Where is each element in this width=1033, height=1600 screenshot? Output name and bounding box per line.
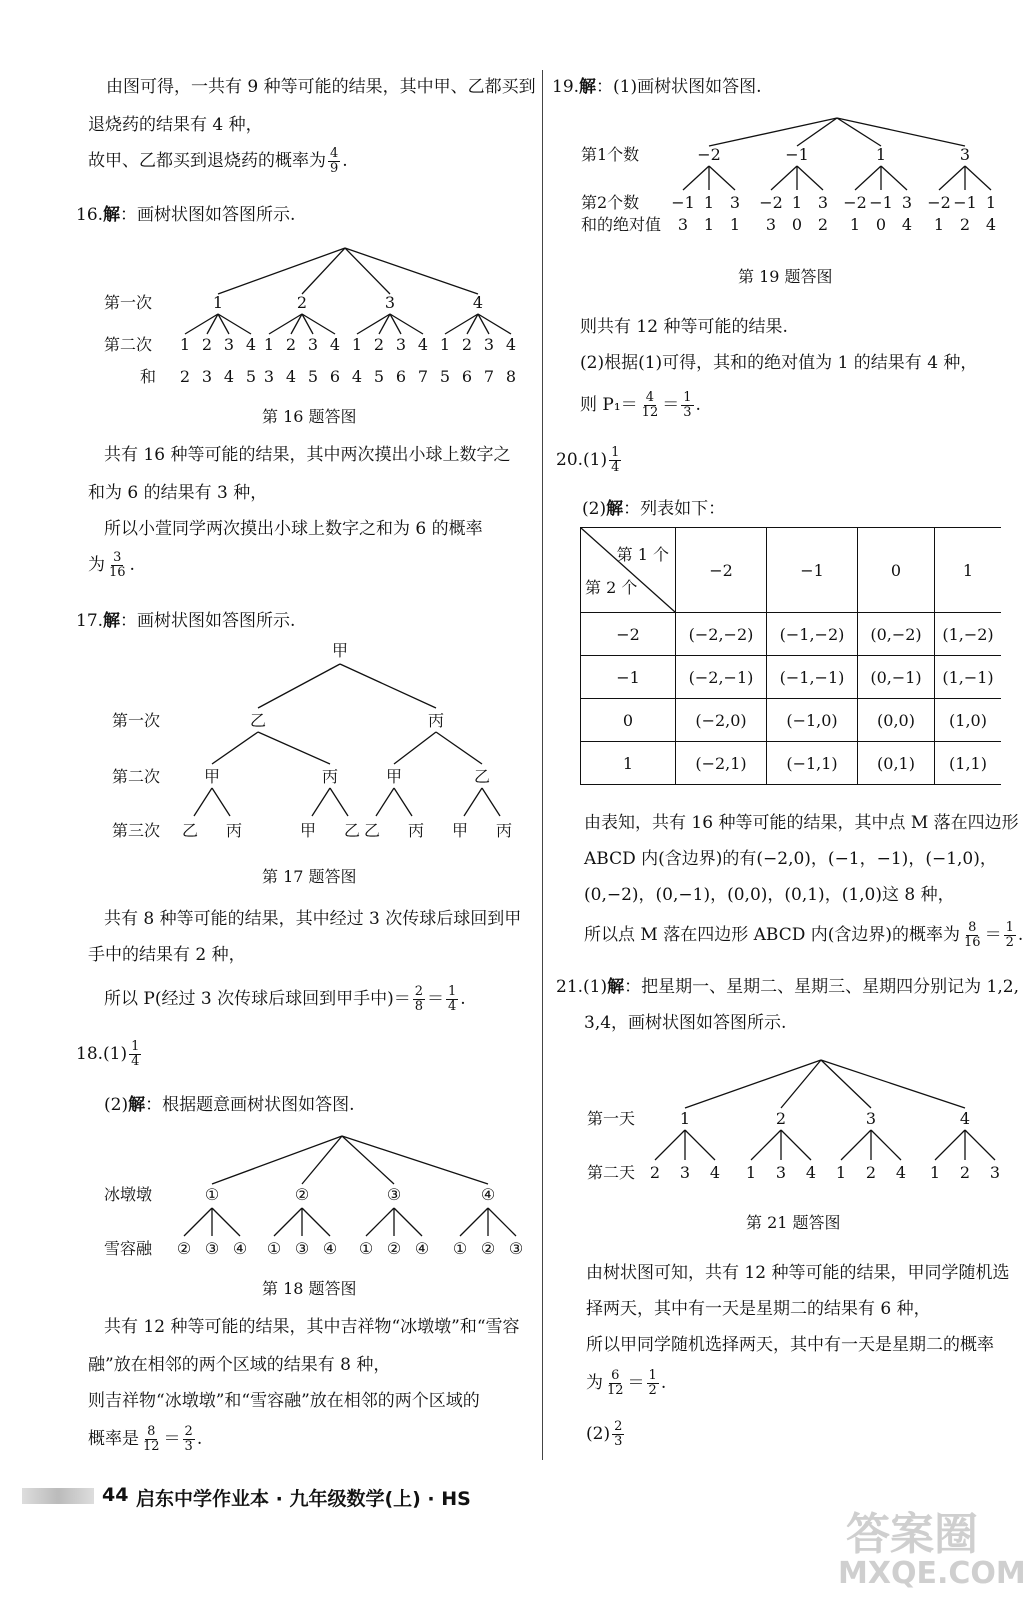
tree-node-second: ③ bbox=[204, 1239, 220, 1258]
tree-branch bbox=[212, 1208, 240, 1236]
tree-abs-value: 1 bbox=[849, 215, 861, 234]
tree-sum: 4 bbox=[223, 367, 235, 386]
tree-root: 甲 bbox=[331, 641, 349, 660]
tree-abs-value: 3 bbox=[677, 215, 689, 234]
tree-node-second: 1 bbox=[791, 193, 803, 212]
q21-line-4: 为 $\frac{6}{12}$ ＝ $\frac{1}{2}$ . bbox=[586, 1368, 667, 1398]
tree-branch bbox=[312, 788, 330, 816]
tree-sum: 4 bbox=[285, 367, 297, 386]
table-col-header: −2 bbox=[676, 528, 767, 613]
q20-line-1: 由表知，共有 16 种等可能的结果，其中点 M 落在四边形 bbox=[584, 813, 1019, 833]
tree-node-second: 1 bbox=[351, 335, 363, 354]
tree-node-third: 乙 bbox=[363, 821, 381, 840]
tree-abs-value: 0 bbox=[875, 215, 887, 234]
q21-line-3: 所以甲同学随机选择两天，其中有一天是星期二的概率 bbox=[586, 1335, 994, 1355]
tree-node-first: 2 bbox=[775, 1109, 787, 1128]
tree-branch bbox=[218, 248, 345, 294]
tree-node-third: 乙 bbox=[343, 821, 361, 840]
tree-node-second: 3 bbox=[775, 1163, 787, 1182]
table-cell: (1,−2) bbox=[935, 613, 1002, 656]
q21-line-1: 由树状图可知，共有 12 种等可能的结果，甲同学随机选 bbox=[586, 1263, 1010, 1283]
q16-line-1: 共有 16 种等可能的结果，其中两次摸出小球上数字之 bbox=[104, 445, 511, 465]
tree-node-second: 3 bbox=[223, 335, 235, 354]
tree-node-second: 1 bbox=[263, 335, 275, 354]
tree-branch bbox=[436, 732, 482, 764]
tree-branch bbox=[212, 732, 258, 764]
tree-node-second: ④ bbox=[322, 1239, 338, 1258]
tree-node-second: 2 bbox=[865, 1163, 877, 1182]
watermark-logo: 答案圈 bbox=[846, 1509, 978, 1560]
corner-bottom-label: 第 2 个 bbox=[585, 578, 638, 597]
tree-sum: 2 bbox=[179, 367, 191, 386]
row-label: 第2个数 bbox=[581, 193, 640, 212]
tree-node-second: 3 bbox=[817, 193, 829, 212]
q15-line-2: 退烧药的结果有 4 种， bbox=[88, 115, 263, 135]
q16-heading: 16.解：画树状图如答图所示. bbox=[76, 205, 296, 225]
table-col-header: 1 bbox=[935, 528, 1002, 613]
table-col-header: 0 bbox=[858, 528, 935, 613]
tree-diagram-16 bbox=[0, 240, 540, 395]
fraction: $\frac{6}{12}$ bbox=[607, 1368, 624, 1398]
fraction: $\frac{1}{3}$ bbox=[683, 390, 692, 420]
q19-line-2: (2)根据(1)可得，其和的绝对值为 1 的结果有 4 种， bbox=[580, 353, 978, 373]
tree-node-second: −2 bbox=[843, 193, 867, 212]
tree-node-second: ④ bbox=[414, 1239, 430, 1258]
tree-node-second: 3 bbox=[901, 193, 913, 212]
tree-sum: 7 bbox=[483, 367, 495, 386]
caption-17: 第 17 题答图 bbox=[262, 867, 357, 886]
tree-sum: 5 bbox=[245, 367, 257, 386]
tree-branch bbox=[655, 1130, 685, 1160]
tree-sum: 5 bbox=[439, 367, 451, 386]
tree-abs-value: 4 bbox=[985, 215, 997, 234]
table-col-header: −1 bbox=[767, 528, 858, 613]
tree-sum: 3 bbox=[201, 367, 213, 386]
tree-node-second: ② bbox=[480, 1239, 496, 1258]
tree-branch bbox=[394, 788, 412, 816]
tree-node-second: 2 bbox=[959, 1163, 971, 1182]
tree-branch bbox=[342, 1136, 488, 1184]
q21-heading: 21.(1)解：把星期一、星期二、星期三、星期四分别记为 1,2, bbox=[556, 977, 1019, 997]
tree-node-second: ③ bbox=[508, 1239, 524, 1258]
column-divider bbox=[542, 70, 543, 1460]
tree-node-second: 1 bbox=[703, 193, 715, 212]
tree-node-second: 1 bbox=[179, 335, 191, 354]
tree-branch bbox=[345, 248, 390, 294]
tree-node-second: 3 bbox=[989, 1163, 1001, 1182]
q18-line-4: 概率是 $\frac{8}{12}$ ＝ $\frac{2}{3}$ . bbox=[88, 1424, 203, 1454]
q15-line-1: 由图可得，一共有 9 种等可能的结果，其中甲、乙都买到 bbox=[106, 77, 536, 97]
tree-sum: 7 bbox=[417, 367, 429, 386]
row-label: 和 bbox=[140, 367, 157, 386]
q16-line-3: 所以小萱同学两次摸出小球上数字之和为 6 的概率 bbox=[104, 519, 483, 539]
tree-node-second: ③ bbox=[294, 1239, 310, 1258]
tree-node-second: 3 bbox=[395, 335, 407, 354]
tree-node-first: 3 bbox=[865, 1109, 877, 1128]
page-number: 44 bbox=[102, 1484, 129, 1506]
table-row-header: −1 bbox=[581, 656, 676, 699]
tree-branch bbox=[376, 788, 394, 816]
tree-branch bbox=[709, 166, 735, 190]
q20-line-3: (0,−2)，(0,−1)，(0,0)，(0,1)，(1,0)这 8 种， bbox=[584, 885, 955, 905]
fraction: $\frac{4}{12}$ bbox=[641, 390, 659, 420]
tree-sum: 5 bbox=[307, 367, 319, 386]
q18-line-3: 则吉祥物“冰墩墩”和“雪容融”放在相邻的两个区域的 bbox=[88, 1391, 480, 1411]
tree-abs-value: 3 bbox=[765, 215, 777, 234]
tree-node-second: ① bbox=[452, 1239, 468, 1258]
fraction: $\frac{1}{4}$ bbox=[611, 445, 620, 475]
q19-heading: 19.解：(1)画树状图如答图. bbox=[552, 77, 762, 97]
tree-abs-value: 2 bbox=[959, 215, 971, 234]
tree-node-third: 甲 bbox=[299, 821, 317, 840]
tree-node-second: 1 bbox=[985, 193, 997, 212]
q20-part-2: (2)解：列表如下： bbox=[582, 499, 726, 519]
tree-branch bbox=[330, 788, 348, 816]
tree-node-second: 2 bbox=[201, 335, 213, 354]
tree-branch bbox=[965, 166, 991, 190]
tree-node-second: 2 bbox=[649, 1163, 661, 1182]
tree-node-second: ① bbox=[358, 1239, 374, 1258]
q21-heading-cont: 3,4，画树状图如答图所示. bbox=[584, 1013, 787, 1033]
tree-abs-value: 0 bbox=[791, 215, 803, 234]
tree-node-first: 2 bbox=[296, 293, 308, 312]
tree-branch bbox=[258, 664, 340, 708]
row-label: 第三次 bbox=[112, 821, 161, 840]
tree-branch bbox=[302, 248, 345, 294]
tree-branch bbox=[482, 788, 500, 816]
tree-node-second: 4 bbox=[329, 335, 341, 354]
q20-heading: 20.(1) $\frac{1}{4}$ bbox=[556, 445, 620, 475]
tree-branch bbox=[841, 1130, 871, 1160]
tree-node-second: 4 bbox=[895, 1163, 907, 1182]
fraction: $\frac{3}{16}$ bbox=[109, 550, 126, 580]
tree-branch bbox=[855, 166, 881, 190]
tree-node-first: 4 bbox=[959, 1109, 971, 1128]
tree-branch bbox=[771, 166, 797, 190]
q17-line-1: 共有 8 种等可能的结果，其中经过 3 次传球后球回到甲 bbox=[104, 909, 522, 929]
tree-node-first: 1 bbox=[875, 145, 887, 164]
tree-sum: 8 bbox=[505, 367, 517, 386]
row-label: 第一次 bbox=[112, 711, 161, 730]
table-cell: (0,−1) bbox=[858, 656, 935, 699]
tree-branch bbox=[212, 788, 230, 816]
tree-node-second: −1 bbox=[869, 193, 893, 212]
tree-branch bbox=[340, 664, 436, 708]
tree-branch bbox=[184, 1208, 212, 1236]
fraction: $\frac{2}{3}$ bbox=[614, 1419, 623, 1449]
row-label: 第一天 bbox=[587, 1109, 636, 1128]
tree-node-second: 4 bbox=[709, 1163, 721, 1182]
tree-abs-value: 2 bbox=[817, 215, 829, 234]
q17-line-3: 所以 P(经过 3 次传球后球回到甲手中)＝ $\frac{2}{8}$ ＝ $\frac{1}{4}$ . bbox=[104, 984, 466, 1014]
q19-line-3: 则 P₁＝ $\frac{4}{12}$ ＝ $\frac{1}{3}$ . bbox=[580, 390, 701, 420]
row-label: 第二天 bbox=[587, 1163, 636, 1182]
tree-branch bbox=[460, 1208, 488, 1236]
q15-conclusion: 故甲、乙都买到退烧药的概率为 $\frac{4}{9}$ . bbox=[88, 146, 348, 176]
q20-line-2: ABCD 内(含边界)的有(−2,0)，(−1，−1)，(−1,0)， bbox=[584, 849, 997, 869]
tree-branch bbox=[837, 118, 965, 146]
tree-sum: 6 bbox=[395, 367, 407, 386]
tree-node-second: ② bbox=[176, 1239, 192, 1258]
tree-node-first: −1 bbox=[785, 145, 809, 164]
tree-branch bbox=[464, 788, 482, 816]
row-label: 雪容融 bbox=[104, 1239, 153, 1258]
footer-decor-bar bbox=[22, 1488, 94, 1504]
tree-node-third: 丙 bbox=[407, 821, 425, 840]
tree-node-first: 1 bbox=[679, 1109, 691, 1128]
tree-node-second: 甲 bbox=[203, 767, 221, 786]
table-row-header: 0 bbox=[581, 699, 676, 742]
tree-branch bbox=[345, 248, 478, 294]
table-cell: (0,0) bbox=[858, 699, 935, 742]
tree-node-second: 乙 bbox=[473, 767, 491, 786]
caption-16: 第 16 题答图 bbox=[262, 407, 357, 426]
tree-sum: 5 bbox=[373, 367, 385, 386]
tree-node-second: 3 bbox=[307, 335, 319, 354]
table-row bbox=[581, 613, 1002, 656]
tree-diagram-17 bbox=[0, 640, 540, 845]
table-row bbox=[581, 656, 1002, 699]
tree-node-second: 1 bbox=[439, 335, 451, 354]
table-row-header: 1 bbox=[581, 742, 676, 785]
caption-19: 第 19 题答图 bbox=[738, 267, 833, 286]
probability-table-20 bbox=[580, 527, 1001, 785]
tree-node-second: 丙 bbox=[321, 767, 339, 786]
tree-node-second: 2 bbox=[461, 335, 473, 354]
tree-branch bbox=[939, 166, 965, 190]
tree-node-second: −1 bbox=[953, 193, 977, 212]
tree-node-second: 甲 bbox=[385, 767, 403, 786]
table-cell: (0,1) bbox=[858, 742, 935, 785]
tree-branch bbox=[302, 1208, 330, 1236]
tree-branch bbox=[935, 1130, 965, 1160]
table-cell: (−2,0) bbox=[676, 699, 767, 742]
fraction: $\frac{1}{4}$ bbox=[448, 984, 457, 1014]
tree-branch bbox=[871, 1130, 901, 1160]
tree-node-second: 2 bbox=[373, 335, 385, 354]
fraction: $\frac{8}{12}$ bbox=[143, 1424, 160, 1454]
tree-node-first: ① bbox=[204, 1185, 220, 1204]
tree-node-first: 3 bbox=[959, 145, 971, 164]
table-cell: (−1,−2) bbox=[767, 613, 858, 656]
tree-branch bbox=[683, 166, 709, 190]
tree-branch bbox=[488, 1208, 516, 1236]
tree-branch bbox=[821, 1060, 965, 1108]
q21-line-2: 择两天，其中有一天是星期二的结果有 6 种， bbox=[586, 1299, 931, 1319]
tree-node-second: ④ bbox=[232, 1239, 248, 1258]
table-cell: (1,−1) bbox=[935, 656, 1002, 699]
tree-node-second: 4 bbox=[245, 335, 257, 354]
fraction: $\frac{1}{4}$ bbox=[131, 1039, 140, 1069]
tree-branch bbox=[685, 1130, 715, 1160]
table-cell: (0,−2) bbox=[858, 613, 935, 656]
tree-abs-value: 1 bbox=[729, 215, 741, 234]
tree-node-second: 3 bbox=[679, 1163, 691, 1182]
tree-node-second: ② bbox=[386, 1239, 402, 1258]
fraction: $\frac{1}{2}$ bbox=[648, 1368, 657, 1398]
q18-part-2: (2)解：根据题意画树状图如答图. bbox=[104, 1095, 355, 1115]
table-cell: (−2,−2) bbox=[676, 613, 767, 656]
tree-branch bbox=[821, 1060, 871, 1108]
book-title: 启东中学作业本 · 九年级数学(上) · HS bbox=[136, 1488, 471, 1510]
tree-node-second: 3 bbox=[483, 335, 495, 354]
tree-node-second: 4 bbox=[417, 335, 429, 354]
q20-line-4: 所以点 M 落在四边形 ABCD 内(含边界)的概率为 $\frac{8}{16}$ ＝ $\frac{1}{2}$ . bbox=[584, 920, 1024, 950]
caption-21: 第 21 题答图 bbox=[746, 1213, 841, 1232]
tree-diagram-19 bbox=[545, 112, 1033, 240]
tree-node-third: 丙 bbox=[225, 821, 243, 840]
q16-line-4: 为 $\frac{3}{16}$ . bbox=[88, 550, 135, 580]
tree-branch bbox=[965, 1130, 995, 1160]
table-cell: (1,1) bbox=[935, 742, 1002, 785]
tree-node-third: 丙 bbox=[495, 821, 513, 840]
fraction: $\frac{2}{8}$ bbox=[414, 984, 424, 1014]
tree-node-first: 3 bbox=[384, 293, 396, 312]
table-cell: (−2,−1) bbox=[676, 656, 767, 699]
tree-abs-value: 1 bbox=[703, 215, 715, 234]
row-label: 和的绝对值 bbox=[581, 215, 662, 234]
q18-line-2: 融”放在相邻的两个区域的结果有 8 种， bbox=[88, 1355, 391, 1375]
tree-branch bbox=[881, 166, 907, 190]
tree-branch bbox=[781, 1130, 811, 1160]
table-row-header: −2 bbox=[581, 613, 676, 656]
tree-sum: 6 bbox=[461, 367, 473, 386]
fraction: $\frac{1}{2}$ bbox=[1005, 920, 1014, 950]
q18-line-1: 共有 12 种等可能的结果，其中吉祥物“冰墩墩”和“雪容 bbox=[104, 1317, 520, 1337]
tree-node-first: 乙 bbox=[249, 711, 267, 730]
row-label: 第一次 bbox=[104, 293, 153, 312]
corner-top-label: 第 1 个 bbox=[616, 545, 669, 564]
tree-node-third: 甲 bbox=[451, 821, 469, 840]
tree-node-second: 1 bbox=[929, 1163, 941, 1182]
tree-node-second: 2 bbox=[285, 335, 297, 354]
table-corner bbox=[581, 528, 676, 613]
q18-heading: 18.(1) $\frac{1}{4}$ bbox=[76, 1039, 140, 1069]
tree-abs-value: 4 bbox=[901, 215, 913, 234]
table-cell: (−2,1) bbox=[676, 742, 767, 785]
q19-line-1: 则共有 12 种等可能的结果. bbox=[580, 317, 788, 337]
tree-node-first: ④ bbox=[480, 1185, 496, 1204]
watermark-url: MXQE.COM bbox=[838, 1556, 1026, 1591]
tree-node-first: 1 bbox=[212, 293, 224, 312]
tree-branch bbox=[394, 1208, 422, 1236]
q17-line-2: 手中的结果有 2 种， bbox=[88, 945, 246, 965]
fraction: $\frac{4}{9}$ bbox=[330, 146, 339, 176]
tree-node-second: −2 bbox=[927, 193, 951, 212]
tree-sum: 4 bbox=[351, 367, 363, 386]
row-label: 冰墩墩 bbox=[104, 1185, 153, 1204]
row-label: 第1个数 bbox=[581, 145, 640, 164]
tree-branch bbox=[342, 1136, 394, 1184]
tree-branch bbox=[751, 1130, 781, 1160]
table-row bbox=[581, 742, 1002, 785]
table-cell: (−1,−1) bbox=[767, 656, 858, 699]
tree-node-second: 4 bbox=[505, 335, 517, 354]
tree-branch bbox=[194, 788, 212, 816]
tree-node-first: −2 bbox=[697, 145, 721, 164]
tree-branch bbox=[366, 1208, 394, 1236]
tree-node-second: 1 bbox=[745, 1163, 757, 1182]
tree-node-second: 3 bbox=[729, 193, 741, 212]
tree-node-first: ② bbox=[294, 1185, 310, 1204]
tree-diagram-21 bbox=[545, 1052, 1033, 1192]
tree-sum: 3 bbox=[263, 367, 275, 386]
q21-part-2: (2) $\frac{2}{3}$ bbox=[586, 1419, 623, 1449]
row-label: 第二次 bbox=[104, 335, 153, 354]
tree-node-second: 4 bbox=[805, 1163, 817, 1182]
tree-branch bbox=[394, 732, 436, 764]
tree-node-first: 4 bbox=[472, 293, 484, 312]
tree-node-second: 1 bbox=[835, 1163, 847, 1182]
fraction: $\frac{2}{3}$ bbox=[184, 1424, 193, 1454]
table-cell: (−1,1) bbox=[767, 742, 858, 785]
tree-diagram-18 bbox=[0, 1128, 540, 1263]
tree-node-second: ① bbox=[266, 1239, 282, 1258]
tree-branch bbox=[258, 732, 330, 764]
table-row bbox=[581, 699, 1002, 742]
tree-node-first: 丙 bbox=[427, 711, 445, 730]
tree-node-first: ③ bbox=[386, 1185, 402, 1204]
tree-node-second: −1 bbox=[671, 193, 695, 212]
table-cell: (1,0) bbox=[935, 699, 1002, 742]
caption-18: 第 18 题答图 bbox=[262, 1279, 357, 1298]
tree-sum: 6 bbox=[329, 367, 341, 386]
tree-node-third: 乙 bbox=[181, 821, 199, 840]
table-cell: (−1,0) bbox=[767, 699, 858, 742]
row-label: 第二次 bbox=[112, 767, 161, 786]
tree-node-second: −2 bbox=[759, 193, 783, 212]
tree-branch bbox=[274, 1208, 302, 1236]
tree-branch bbox=[797, 166, 823, 190]
q16-line-2: 和为 6 的结果有 3 种， bbox=[88, 483, 268, 503]
q17-heading: 17.解：画树状图如答图所示. bbox=[76, 611, 296, 631]
fraction: $\frac{8}{16}$ bbox=[964, 920, 981, 950]
tree-abs-value: 1 bbox=[933, 215, 945, 234]
